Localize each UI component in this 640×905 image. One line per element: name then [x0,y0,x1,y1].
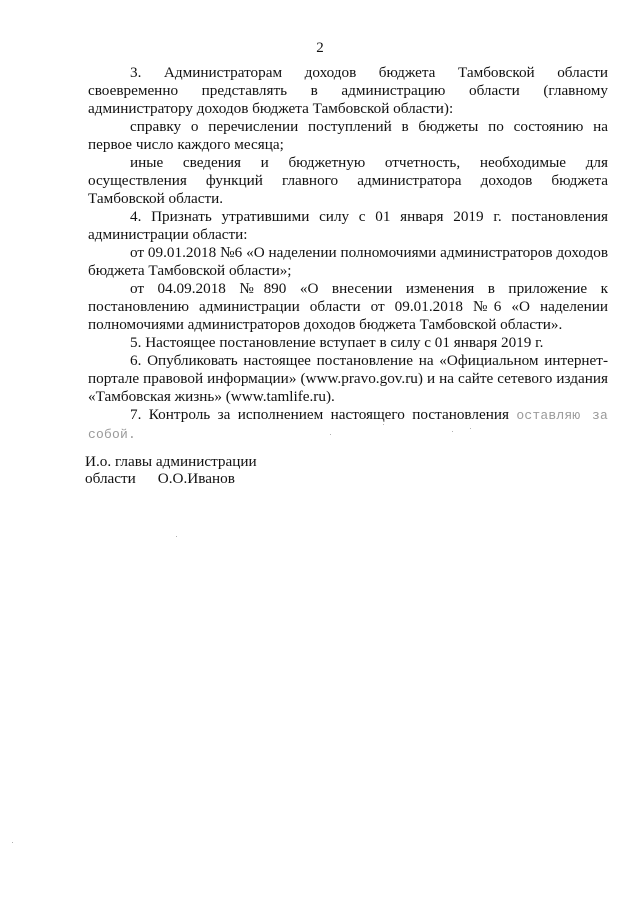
paragraph-6: 6. Опубликовать настоящее постановление на «Официальном интернет-портале правовой информации» (www.pravo.gov.ru) и на сайте сетевого издания «Тамбовская жизнь» (www.tamlife.ru). [88,352,608,405]
scan-speck [383,424,384,425]
paragraph-5: 5. Настоящее постановление вступает в силу с 01 января 2019 г. [130,334,544,351]
paragraph-4: 4. Признать утратившими силу с 01 января 2019 г. постановления администрации области: [88,208,608,243]
signature-name-line [85,470,257,487]
page-number: 2 [316,40,324,56]
document-body [88,64,608,444]
signature-title: И.о. главы администрации [85,453,257,470]
paragraph-3-item-1: справку о перечислении поступлений в бюджеты по состоянию на первое число каждого месяца; [88,118,608,153]
scan-speck [330,434,331,435]
signature-block [85,453,257,487]
paragraph-7 [88,406,608,444]
paragraph-7-typed: оставляю за собой. [88,408,609,442]
paragraph-4-item-1: от 09.01.2018 №6 «О наделении полномочиями администраторов доходов бюджета Тамбовской области»; [88,244,608,279]
signature-title-region: области [85,470,136,487]
paragraph-7-printed: 7. Контроль за исполнением настоящего постановления [130,406,517,423]
scan-speck [176,536,177,537]
paragraph-3: 3. Администраторам доходов бюджета Тамбовской области своевременно представлять в администрацию области (главному администратору доходов бюджета Тамбовской области): [88,64,608,117]
paragraph-4-item-2: от 04.09.2018 №890 «О внесении изменения в приложение к постановлению администрации области от 09.01.2018 №6 «О наделении полномочиями администраторов доходов бюджета Тамбовской области». [88,280,608,333]
scan-speck [452,431,453,432]
scan-speck [470,428,471,429]
paragraph-3-item-2: иные сведения и бюджетную отчетность, необходимые для осуществления функций главного администратора доходов бюджета Тамбовской области. [88,154,608,207]
signature-name: О.О.Иванов [157,470,235,487]
scan-speck [12,842,13,843]
